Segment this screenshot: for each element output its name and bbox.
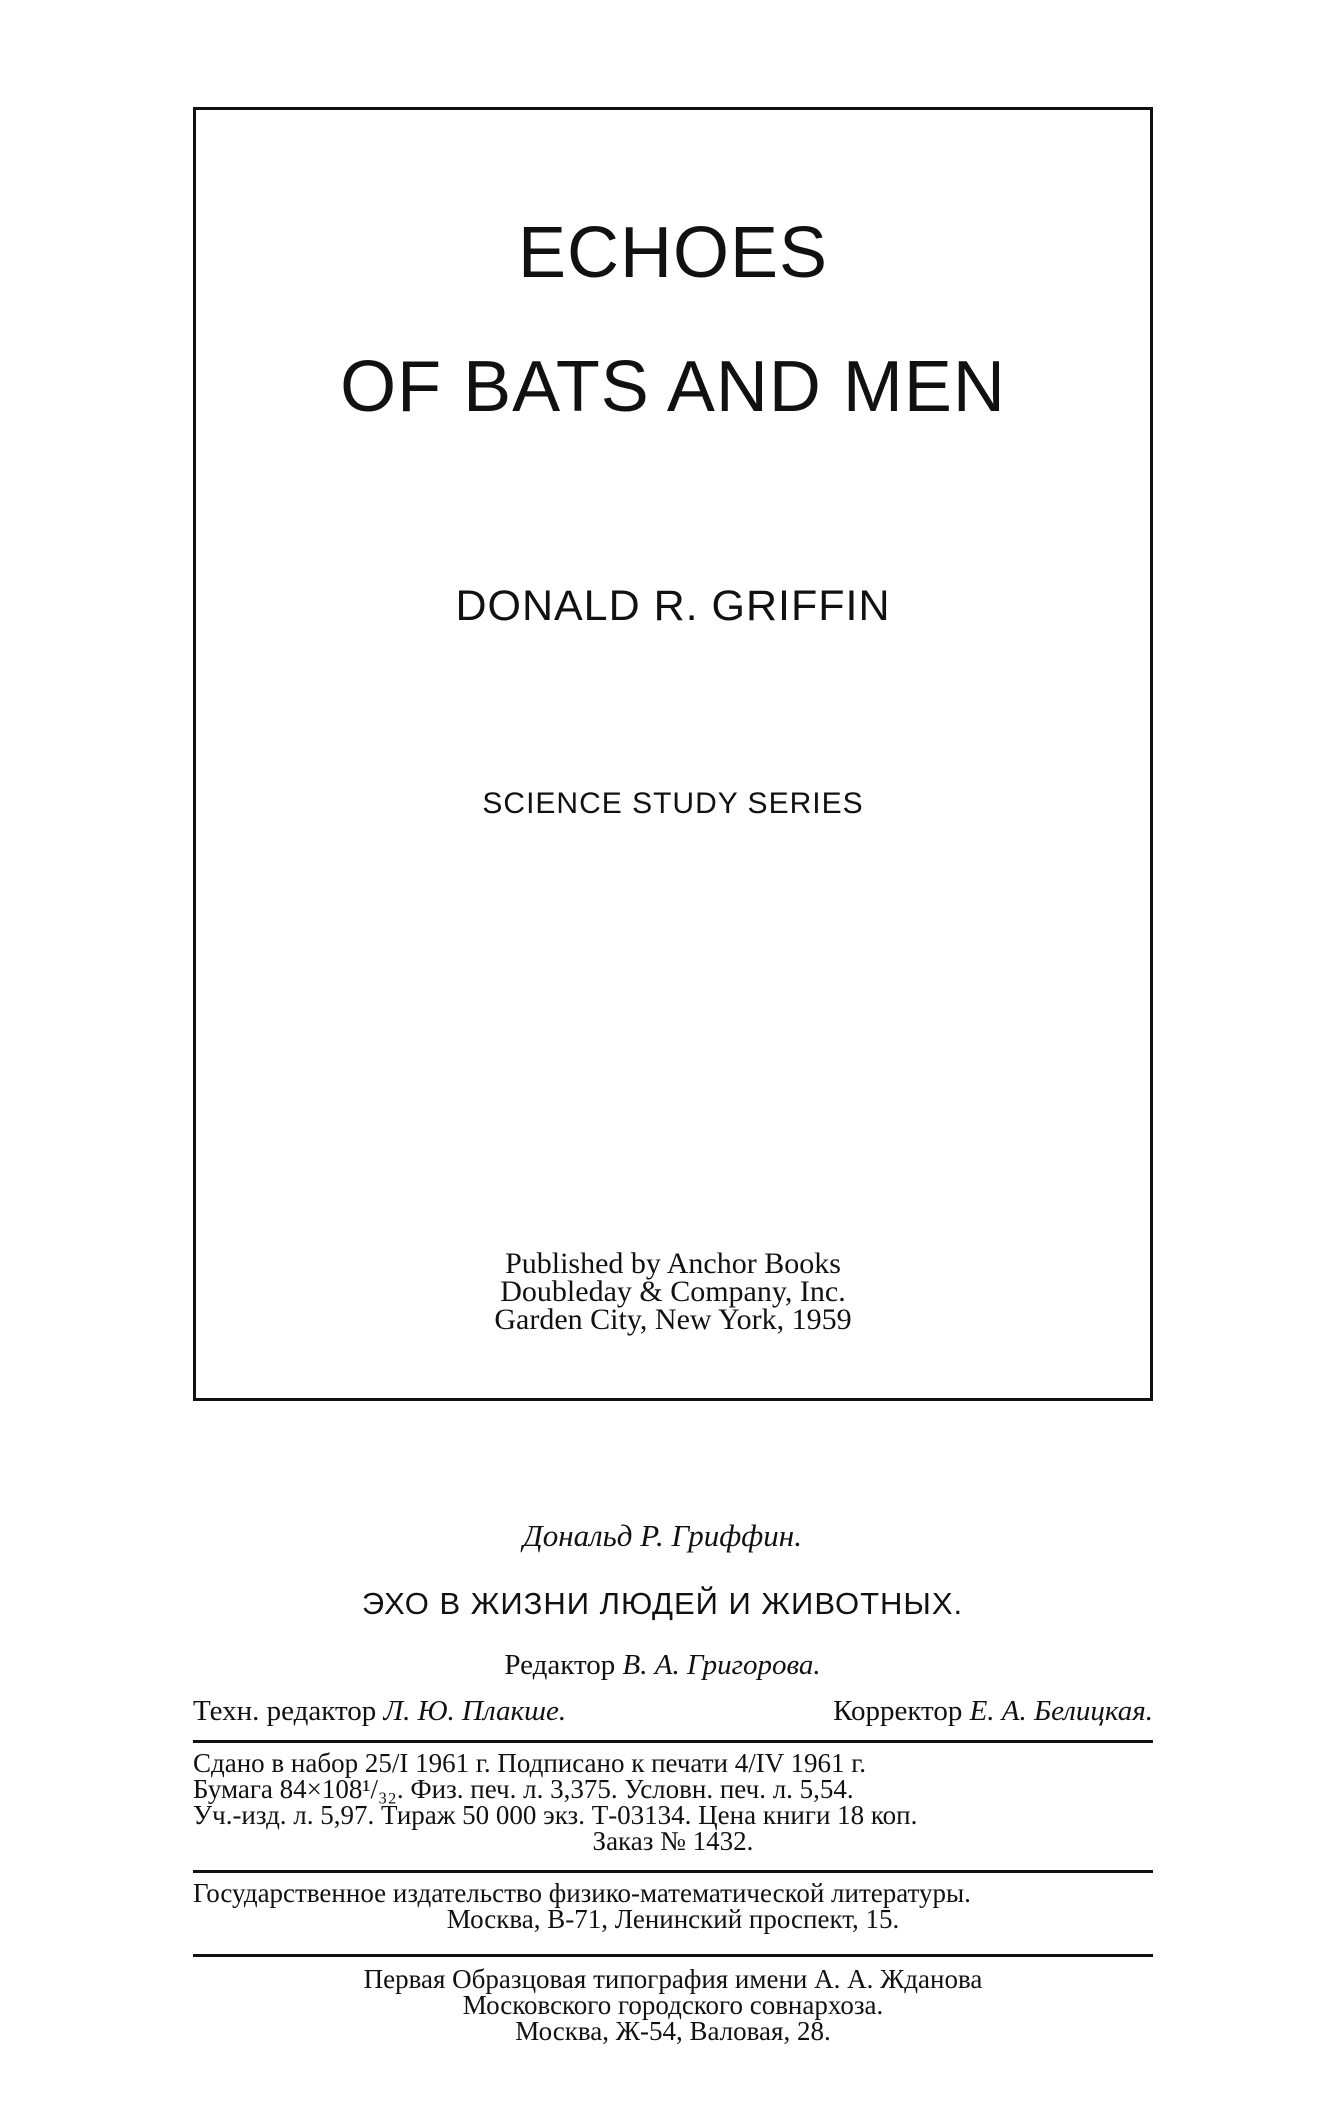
spec-line: Бумага 84×108¹/₃₂. Физ. печ. л. 3,375. Условн. печ. л. 5,54. — [193, 1774, 854, 1804]
russian-title: ЭХО В ЖИЗНИ ЛЮДЕЙ И ЖИВОТНЫХ. — [361, 1586, 964, 1621]
spec-line: Уч.-изд. л. 5,97. Тираж 50 000 экз. Т-03134. Цена книги 18 коп. — [193, 1800, 918, 1830]
printer-info — [193, 1966, 1153, 2044]
tech-editor-label: Техн. редактор — [193, 1695, 377, 1727]
tech-editor-name: Л. Ю. Плакше. — [383, 1695, 567, 1727]
order-number: Заказ № 1432. — [592, 1826, 754, 1856]
divider — [193, 1740, 1153, 1743]
editor-name: В. А. Григорова. — [622, 1649, 821, 1681]
tech-editor-credit — [193, 1695, 566, 1728]
corrector-label: Корректор — [833, 1695, 963, 1727]
spec-line: Сдано в набор 25/I 1961 г. Подписано к печати 4/IV 1961 г. — [193, 1748, 866, 1778]
publisher-address: Москва, В-71, Ленинский проспект, 15. — [446, 1904, 900, 1934]
divider — [193, 1870, 1153, 1873]
printer-line: Московского городского совнархоза. — [462, 1990, 884, 2020]
editor-credit — [0, 1649, 1325, 1682]
corrector-name: Е. А. Белицкая. — [969, 1695, 1153, 1727]
publisher-info — [193, 1880, 1153, 1932]
book-title-line-1: ECHOES — [517, 213, 829, 293]
publisher-imprint — [196, 1247, 1150, 1336]
editor-label: Редактор — [504, 1649, 616, 1681]
book-title-line-2: OF BATS AND MEN — [340, 347, 1006, 427]
imprint-line: Garden City, New York, 1959 — [494, 1303, 852, 1336]
title-page-frame — [193, 107, 1153, 1401]
book-author: DONALD R. GRIFFIN — [455, 582, 891, 630]
book-series: SCIENCE STUDY SERIES — [482, 787, 864, 820]
printer-line: Первая Образцовая типография имени А. А. Жданова — [363, 1964, 983, 1994]
imprint-line: Published by Anchor Books — [505, 1247, 841, 1280]
corrector-credit — [833, 1695, 1153, 1728]
printer-line: Москва, Ж-54, Валовая, 28. — [515, 2016, 831, 2046]
print-specifications — [193, 1750, 1153, 1854]
divider — [193, 1954, 1153, 1957]
publisher-name: Государственное издательство физико-математической литературы. — [193, 1878, 971, 1908]
imprint-line: Doubleday & Company, Inc. — [500, 1275, 846, 1308]
russian-author: Дональд Р. Гриффин. — [523, 1518, 802, 1553]
